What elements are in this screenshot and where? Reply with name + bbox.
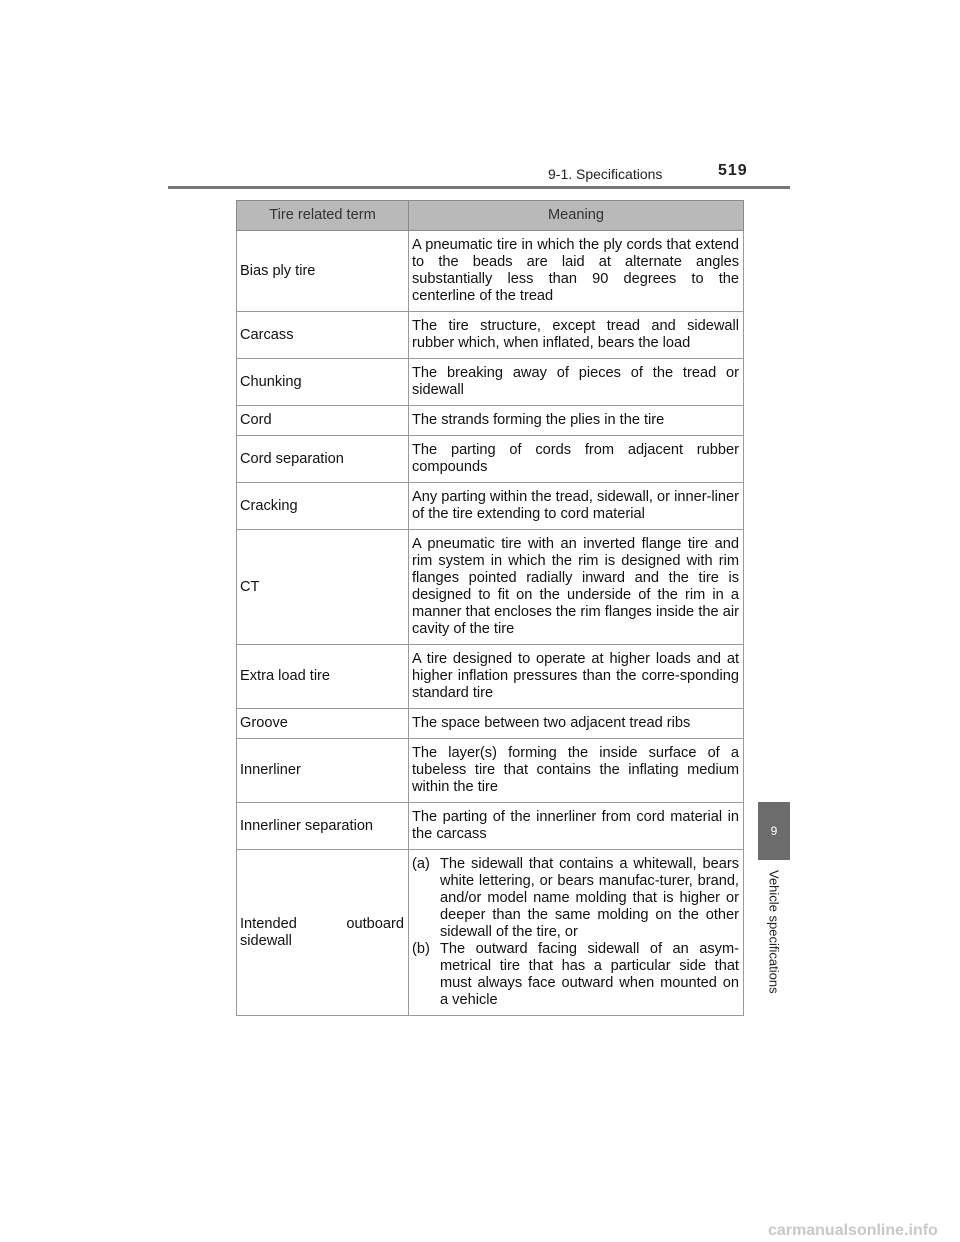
table-row bbox=[237, 850, 744, 1016]
table-row bbox=[237, 312, 744, 359]
meaning-cell: The parting of the innerliner from cord material in the carcass bbox=[409, 803, 744, 850]
term-cell: Cord bbox=[237, 406, 409, 436]
table-row bbox=[237, 803, 744, 850]
table-row bbox=[237, 406, 744, 436]
table-row bbox=[237, 231, 744, 312]
tire-terms-table bbox=[236, 200, 744, 1016]
list-item bbox=[412, 856, 739, 941]
term-line: Intended outboard bbox=[240, 915, 404, 932]
table-row bbox=[237, 359, 744, 406]
table-row bbox=[237, 530, 744, 645]
term-cell bbox=[237, 850, 409, 1016]
term-cell: Carcass bbox=[237, 312, 409, 359]
table-row bbox=[237, 709, 744, 739]
chapter-tab: 9 bbox=[758, 802, 790, 860]
section-title: 9-1. Specifications bbox=[548, 166, 663, 182]
column-header-term: Tire related term bbox=[237, 201, 409, 231]
list-text: The outward facing sidewall of an asym-metrical tire that has a particular side that must always face outward when mounted on a vehicle bbox=[440, 941, 739, 1008]
meaning-cell: A pneumatic tire in which the ply cords that extend to the beads are laid at alternate angles substantially less than 90 degrees to the centerline of the tread bbox=[409, 231, 744, 312]
term-cell: Extra load tire bbox=[237, 645, 409, 709]
meaning-cell: The breaking away of pieces of the tread or sidewall bbox=[409, 359, 744, 406]
table-row bbox=[237, 483, 744, 530]
header-rule bbox=[168, 186, 790, 189]
meaning-cell: The tire structure, except tread and sidewall rubber which, when inflated, bears the load bbox=[409, 312, 744, 359]
term-cell: Groove bbox=[237, 709, 409, 739]
meaning-cell: Any parting within the tread, sidewall, or inner-liner of the tire extending to cord material bbox=[409, 483, 744, 530]
table-row bbox=[237, 645, 744, 709]
watermark: carmanualsonline.info bbox=[768, 1222, 938, 1239]
meaning-cell: The space between two adjacent tread ribs bbox=[409, 709, 744, 739]
term-cell: Bias ply tire bbox=[237, 231, 409, 312]
list-marker: (a) bbox=[412, 856, 430, 872]
list-item bbox=[412, 941, 739, 1009]
term-cell: Innerliner separation bbox=[237, 803, 409, 850]
meaning-cell: A pneumatic tire with an inverted flange tire and rim system in which the rim is designed with rim flanges pointed radially inward and the tire is designed to fit on the underside of the rim in a manner that encloses the rim flanges inside the air cavity of the tire bbox=[409, 530, 744, 645]
chapter-label: Vehicle specifications bbox=[766, 870, 782, 994]
term-cell: Cracking bbox=[237, 483, 409, 530]
meaning-cell: The layer(s) forming the inside surface of a tubeless tire that contains the inflating medium within the tire bbox=[409, 739, 744, 803]
meaning-cell: A tire designed to operate at higher loads and at higher inflation pressures than the corre-sponding standard tire bbox=[409, 645, 744, 709]
term-line: sidewall bbox=[240, 932, 292, 949]
list-text: The sidewall that contains a whitewall, bears white lettering, or bears manufac-turer, brand, and/or model name molding that is higher or deeper than the same molding on the other sidewall of the tire, or bbox=[440, 856, 739, 940]
column-header-meaning: Meaning bbox=[409, 201, 744, 231]
page-number: 519 bbox=[718, 162, 748, 179]
term-cell: CT bbox=[237, 530, 409, 645]
term-cell: Cord separation bbox=[237, 436, 409, 483]
term-cell: Chunking bbox=[237, 359, 409, 406]
meaning-cell bbox=[409, 850, 744, 1016]
meaning-cell: The strands forming the plies in the tire bbox=[409, 406, 744, 436]
meaning-cell: The parting of cords from adjacent rubber compounds bbox=[409, 436, 744, 483]
table-row bbox=[237, 739, 744, 803]
page-header bbox=[0, 158, 960, 188]
term-cell: Innerliner bbox=[237, 739, 409, 803]
table-header-row bbox=[237, 201, 744, 231]
list-marker: (b) bbox=[412, 941, 430, 957]
table-row bbox=[237, 436, 744, 483]
